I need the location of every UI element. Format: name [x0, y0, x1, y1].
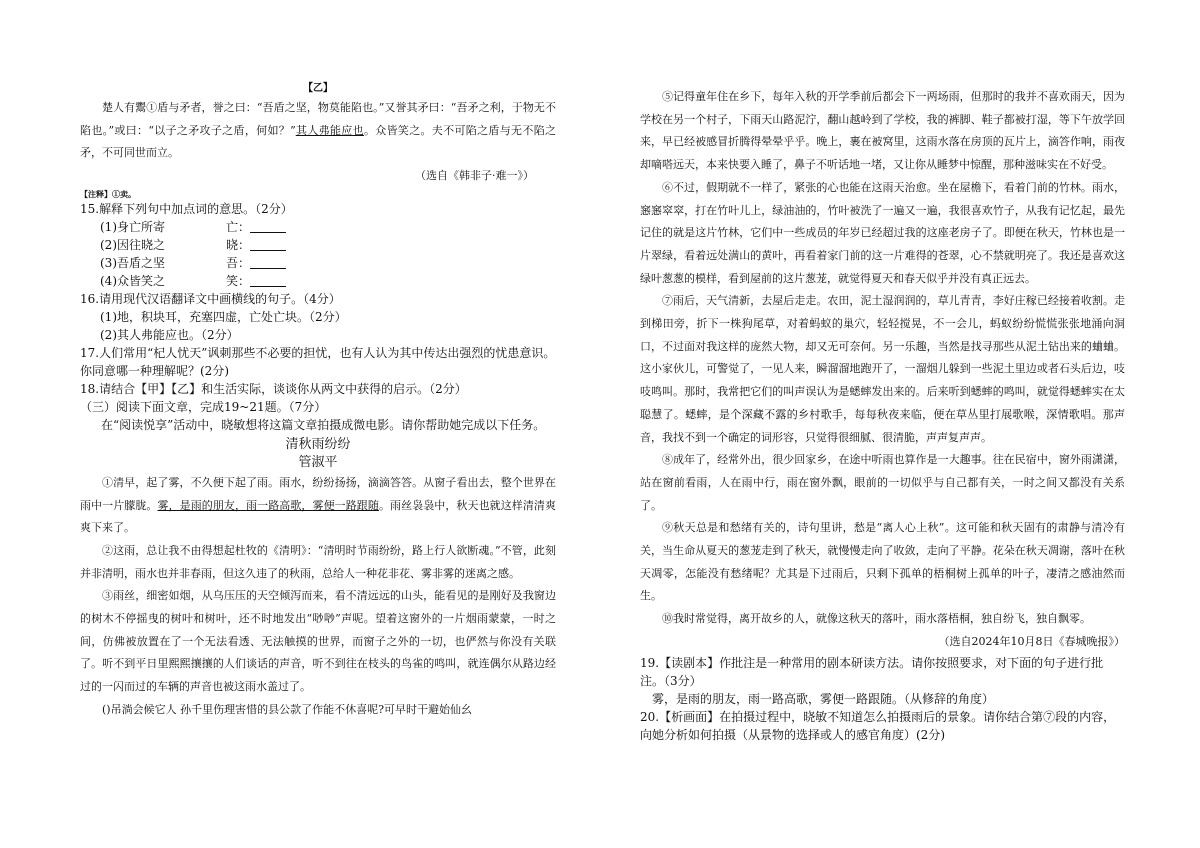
paragraph-7: ⑦雨后，天气清新，去屋后走走。农田，泥土湿润润的，草儿青青，李好庄稼已经接着收割。走到梯田旁，折下一株狗尾草，对着蚂蚁的巢穴，轻轻搅晃，不一会儿，蚂蚁纷纷慌慌张张地涌向洞口，不过面对我这样的庞然大物，却又无可奈何。另一乐趣，当然是找寻那些从泥土钻出来的蛐蛐。这小家伙儿，可警觉了，一见人来，瞬溜溜地跑开了，一溜烟儿躲到一些泥土里边或者石头后边，吱吱鸣叫。那时，我常把它们的叫声误认为是蟋蟀发出来的。后来听到蟋蟀的鸣叫，就觉得蟋蟀实在太聪慧了。蟋蟀，是个深藏不露的乡村歌手，每每秋夜来临，便在草丛里打展歌喉，深情歌唱。那声音，我找不到一个确定的词形容，只觉得很细腻、很清脆，声声复声声。: [640, 294, 1125, 444]
answer-blank[interactable]: [250, 255, 286, 269]
paragraph-3: ③雨丝，细密如烟，从乌压压的天空倾泻而来，看不清远远的山头，能看见的是刚好及我窗边的树木不停摇曳的树叶和树叶，还不时地发出“唦唦”声呢。望着这窗外的一片烟雨蒙蒙，一时之间，仿佛被放置在了一个无法看透、无法触摸的世界，而窗子之外的一切，也俨然与你没有关联了。听不到平日里熙熙攘攘的人们谈话的声音，听不到往在枝头的鸟雀的鸣叫，就连偶尔从路边经过的一闪而过的车辆的声音也被这雨水盖过了。: [80, 589, 556, 694]
left-column: [80, 82, 556, 722]
paragraph-8: ⑧成年了，经常外出，很少回家乡，在途中听雨也算作是一大趣事。往在民宿中，窗外雨潇潇，站在窗前看雨，人在雨中行，雨在窗外飘，眼前的一切似乎与自己都有关，一时之间又都没有关系了。: [640, 453, 1125, 512]
q15-item-3: [80, 254, 556, 272]
yi-underlined-sentence: 其人弗能应也: [295, 123, 364, 137]
paragraph-garbled: ()吊淌会候它人 孙千里伤理害惜的县公款了作能不休喜呢?可早时干避始仙幺: [102, 702, 472, 716]
q15-item-text: (1)身亡所寄: [100, 219, 165, 234]
question-18: 18.请结合【甲】【乙】和生活实际，谈谈你从两文中获得的启示。（2分）: [80, 381, 467, 396]
q15-item-text: (3)吾盾之坚: [100, 255, 165, 270]
yi-classical-text: [80, 97, 556, 165]
yi-note: 【注释】①卖。: [80, 188, 136, 199]
right-column: [640, 86, 1125, 744]
q15-item-word: 吾：: [226, 255, 251, 270]
q15-item-word: 笑：: [226, 273, 251, 288]
q16-sub-1: (1)地，积块耳，充塞四虚，亡处亡块。（2分）: [100, 309, 347, 324]
answer-blank[interactable]: [250, 237, 286, 251]
paragraph-6: ⑥不过，假期就不一样了，紧张的心也能在这雨天治愈。坐在屋檐下，看着门前的竹林。雨水，窸窸窣窣，打在竹叶儿上，绿油油的，竹叶被洗了一遍又一遍，我很喜欢竹子，从我有记忆起，最先记住的就是这片竹林，它们中一些成员的年岁已经超过我的这座老房子了。即便在秋天，竹林也是一片翠绿，看着远处满山的黄叶，再看着家门前的这一片难得的苍翠，心不禁就明亮了。我还是喜欢这绿叶葱葱的模样，看到屋前的这片葱茏，就觉得夏天和春天似乎并没有真正远去。: [640, 180, 1125, 285]
p1-underlined-sentence: 雾，是雨的朋友，雨一路高歌，雾便一路跟随: [157, 498, 379, 512]
question-16: 16.请用现代汉语翻译文中画横线的句子。（4分）: [80, 291, 341, 306]
paragraph-9: ⑨秋天总是和愁绪有关的，诗句里讲，愁是“离人心上秋”。这可能和秋天固有的肃静与清冷有关，当生命从夏天的葱茏走到了秋天，就慢慢走向了收敛，走向了平静。花朵在秋天凋谢，落叶在秋天凋零，怎能没有愁绪呢？尤其是下过雨后，只剩下孤单的梧桐树上孤单的叶子，凄清之感油然而生。: [640, 521, 1125, 603]
answer-blank[interactable]: [250, 273, 286, 287]
yi-text-part-2: 。众皆笑之。夫不可陷之盾与无不陷之矛，不可同世而立。: [80, 123, 557, 160]
question-15: 15.解释下列句中加点词的意思。（2分）: [80, 201, 293, 216]
question-19: 19.【读剧本】作批注是一种常用的剧本研读方法。请你按照要求，对下面的句子进行批注。（3分）: [640, 655, 1104, 688]
q15-item-word: 晓：: [226, 237, 251, 252]
q15-item-2: [80, 236, 556, 254]
article-source: （选自2024年10月8日《春城晚报》）: [938, 634, 1125, 648]
q15-item-1: [80, 218, 556, 236]
section-3-heading: （三）阅读下面文章，完成19~21题。（7分）: [80, 399, 327, 414]
q15-item-text: (4)众皆笑之: [100, 273, 165, 288]
paragraph-5: ⑤记得童年住在乡下，每年入秋的开学季前后都会下一两场雨，但那时的我并不喜欢雨天，因为学校在另一个村子，下雨天山路泥泞，翻山越岭到了学校，我的裤脚、鞋子都被打湿，等下午放学回来，早已经被感冒折腾得晕晕乎乎。晚上，裹在被窝里，这雨水落在房顶的瓦片上，滴答作响，雨夜却嘀嗒远天，本来快要入睡了，鼻子不听话地一堵，又让你从睡梦中惊醒，那种滋味实在不好受。: [640, 90, 1125, 172]
q19-sentence: 雾，是雨的朋友，雨一路高歌，雾便一路跟随。（从修辞的角度）: [652, 691, 995, 706]
article-title: 清秋雨纷纷: [285, 436, 351, 452]
answer-blank[interactable]: [250, 219, 286, 233]
q15-item-text: (2)因往晓之: [100, 237, 165, 252]
p1-part-a: ①清早，起了雾，不久便下起了雨。雨水，纷纷扬扬，滴滴答答。从窗子看出去，整个世界在雨中一片朦胧。: [80, 475, 556, 512]
article-author: 管淑平: [298, 454, 338, 470]
paragraph-1: [80, 472, 556, 540]
question-20: 20.【析画面】在拍摄过程中，晓敏不知道怎么拍摄雨后的景象。请你结合第⑦段的内容，向她分析如何拍摄（从景物的选择或人的感官角度）(2分): [640, 709, 1116, 742]
q16-sub-2: (2)其人弗能应也。（2分）: [100, 327, 239, 342]
paragraph-10: ⑩我时常觉得，离开故乡的人，就像这秋天的落叶，雨水落梧桐，独自纷飞，独自飘零。: [662, 612, 1091, 626]
q15-item-4: [80, 272, 556, 290]
section-3-intro: 在“阅读悦享”活动中，晓敏想将这篇文章拍摄成微电影。请你帮助她完成以下任务。: [101, 417, 546, 432]
paragraph-2: ②这雨，总让我不由得想起杜牧的《清明》：“清明时节雨纷纷，路上行人欲断魂。”不管，此刻并非清明，雨水也并非春雨，但这久违了的秋雨，总给人一种花非花、雾非雾的迷离之感。: [80, 543, 556, 580]
p1-part-b: 。雨丝袅袅中，秋天也就这样清清爽爽下来了。: [80, 498, 557, 535]
question-17: 17.人们常用“杞人忧天”讽刺那些不必要的担忧，也有人认为其中传达出强烈的忧患意识。你同意哪一种理解呢？(2分): [80, 345, 556, 378]
yi-text-part-1: 楚人有鬻①盾与矛者，誉之曰：“吾盾之坚，物莫能陷也。”又誉其矛曰：“吾矛之利，于物无不陷也。”或曰：“以子之矛攻子之盾，何如？”: [80, 101, 556, 137]
yi-text-tag: 【乙】: [303, 83, 333, 94]
yi-source: （选自《韩非子·难一》）: [415, 169, 534, 183]
q15-item-word: 亡：: [226, 219, 251, 234]
